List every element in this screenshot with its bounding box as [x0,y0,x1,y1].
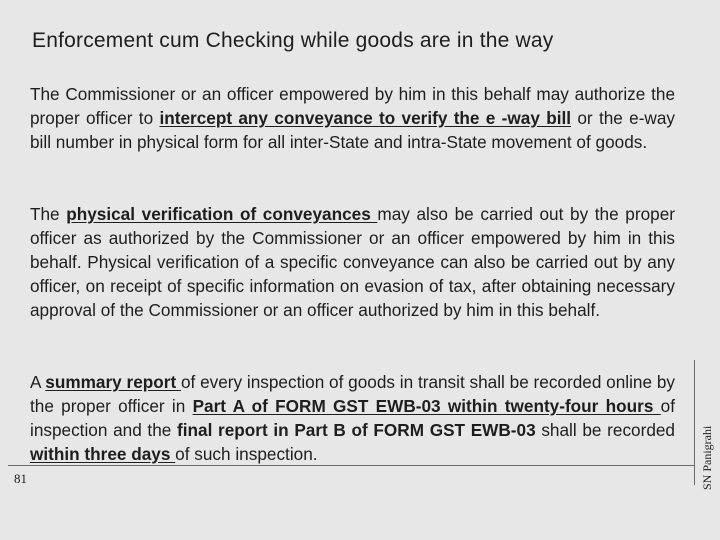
paragraph-text: A [30,372,46,392]
paragraph-interception [30,82,675,154]
underlined-phrase: Part A of FORM GST EWB-03 within twenty-four hours [192,396,661,416]
paragraph-text: may also be carried out by the proper officer as authorized by the Commissioner or an officer empowered by him in this behalf. Physical verification of a specific conveyance can also be carried out by any officer, on receipt of specific information on evasion of tax, after obtaining necessary approval of the Commissioner or an officer authorized by him in this behalf. [30,204,675,320]
paragraph-text: The [30,204,67,224]
paragraph-text: The Commissioner or an officer empowered by him in this behalf may authorize the proper officer to [30,84,675,128]
paragraph-text: of every inspection of goods in transit shall be recorded online by the proper officer in [30,372,675,416]
author-credit: SN Panigrahi [700,425,714,490]
paragraph-text: or the e-way bill number in physical form for all inter-State and intra-State movement of goods. [30,108,675,152]
underlined-phrase: within three days [30,444,176,464]
slide-title: Enforcement cum Checking while goods are in the way [32,29,554,52]
underlined-phrase: intercept any conveyance to verify the e -way bill [159,108,572,128]
page-number: 81 [14,471,27,486]
underlined-phrase: summary report [45,372,181,392]
paragraph-physical-verification [30,202,675,322]
paragraph-text: of inspection and the [30,396,675,440]
footer-divider [8,465,694,466]
paragraph-text: of such inspection. [175,444,318,464]
bold-phrase: final report in Part B of FORM GST EWB-03 [177,420,536,440]
underlined-phrase: physical verification of conveyances [66,204,378,224]
paragraph-text: shall be recorded [535,420,675,440]
vertical-divider [694,360,695,485]
paragraph-summary-report [30,370,675,466]
